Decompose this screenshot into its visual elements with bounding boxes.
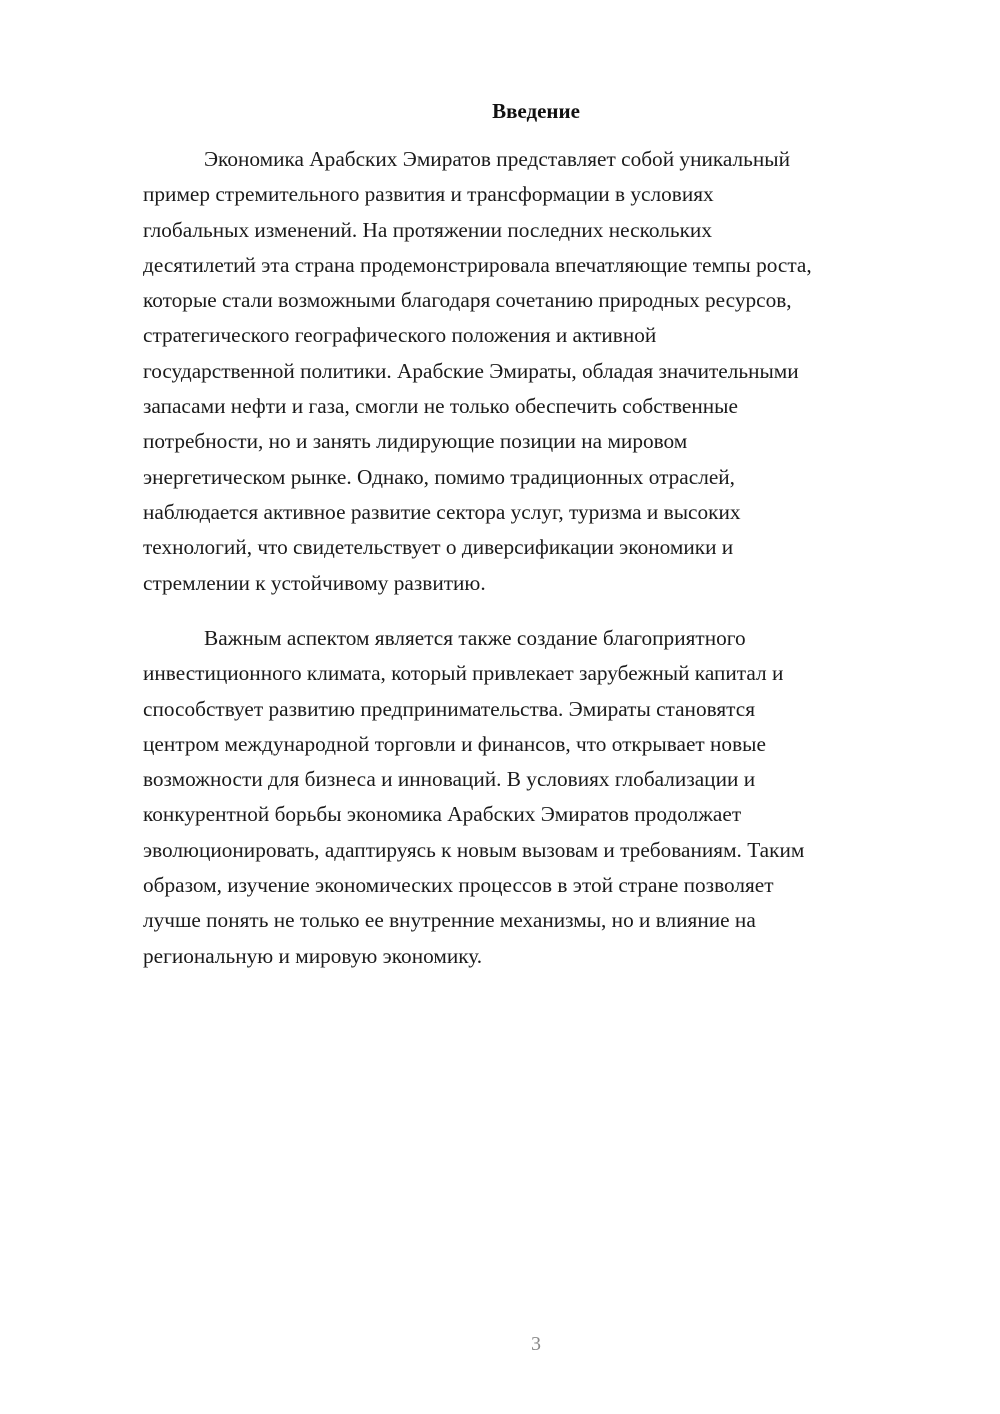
- paragraph-2: [143, 621, 928, 974]
- text-line: пример стремительного развития и трансформации в условиях: [143, 182, 714, 207]
- text-line: наблюдается активное развитие сектора услуг, туризма и высоких: [143, 499, 741, 524]
- text-line: образом, изучение экономических процессов в этой стране позволяет: [143, 873, 774, 898]
- text-line: Экономика Арабских Эмиратов представляет собой уникальный: [204, 147, 790, 171]
- text-line: стремлении к устойчивому развитию.: [143, 570, 486, 595]
- text-line: конкурентной борьбы экономика Арабских Эмиратов продолжает: [143, 802, 742, 827]
- text-line: лучше понять не только ее внутренние механизмы, но и влияние на: [143, 908, 756, 933]
- text-line: инвестиционного климата, который привлекает зарубежный капитал и: [143, 661, 784, 686]
- text-line: эволюционировать, адаптируясь к новым вызовам и требованиям. Таким: [143, 837, 805, 862]
- text-line: Важным аспектом является также создание благоприятного: [204, 626, 746, 650]
- text-line: десятилетий эта страна продемонстрировала впечатляющие темпы роста,: [143, 252, 812, 277]
- text-line: возможности для бизнеса и инноваций. В условиях глобализации и: [143, 767, 756, 792]
- page-number: 3: [531, 1333, 541, 1355]
- text-line: региональную и мировую экономику.: [143, 943, 483, 968]
- section-title: Введение: [492, 99, 580, 123]
- text-line: государственной политики. Арабские Эмираты, обладая значительными: [143, 358, 799, 383]
- text-line: потребности, но и занять лидирующие позиции на мировом: [143, 429, 688, 454]
- text-line: способствует развитию предпринимательства. Эмираты становятся: [143, 696, 755, 721]
- text-line: глобальных изменений. На протяжении последних нескольких: [143, 217, 712, 242]
- text-line: центром международной торговли и финансов, что открывает новые: [143, 731, 766, 756]
- text-line: технологий, что свидетельствует о диверсификации экономики и: [143, 535, 734, 560]
- paragraph-1: [143, 142, 928, 601]
- text-line: стратегического географического положения и активной: [143, 323, 657, 348]
- text-line: которые стали возможными благодаря сочетанию природных ресурсов,: [143, 288, 792, 313]
- text-line: энергетическом рынке. Однако, помимо традиционных отраслей,: [143, 464, 735, 489]
- text-line: запасами нефти и газа, смогли не только обеспечить собственные: [143, 394, 738, 419]
